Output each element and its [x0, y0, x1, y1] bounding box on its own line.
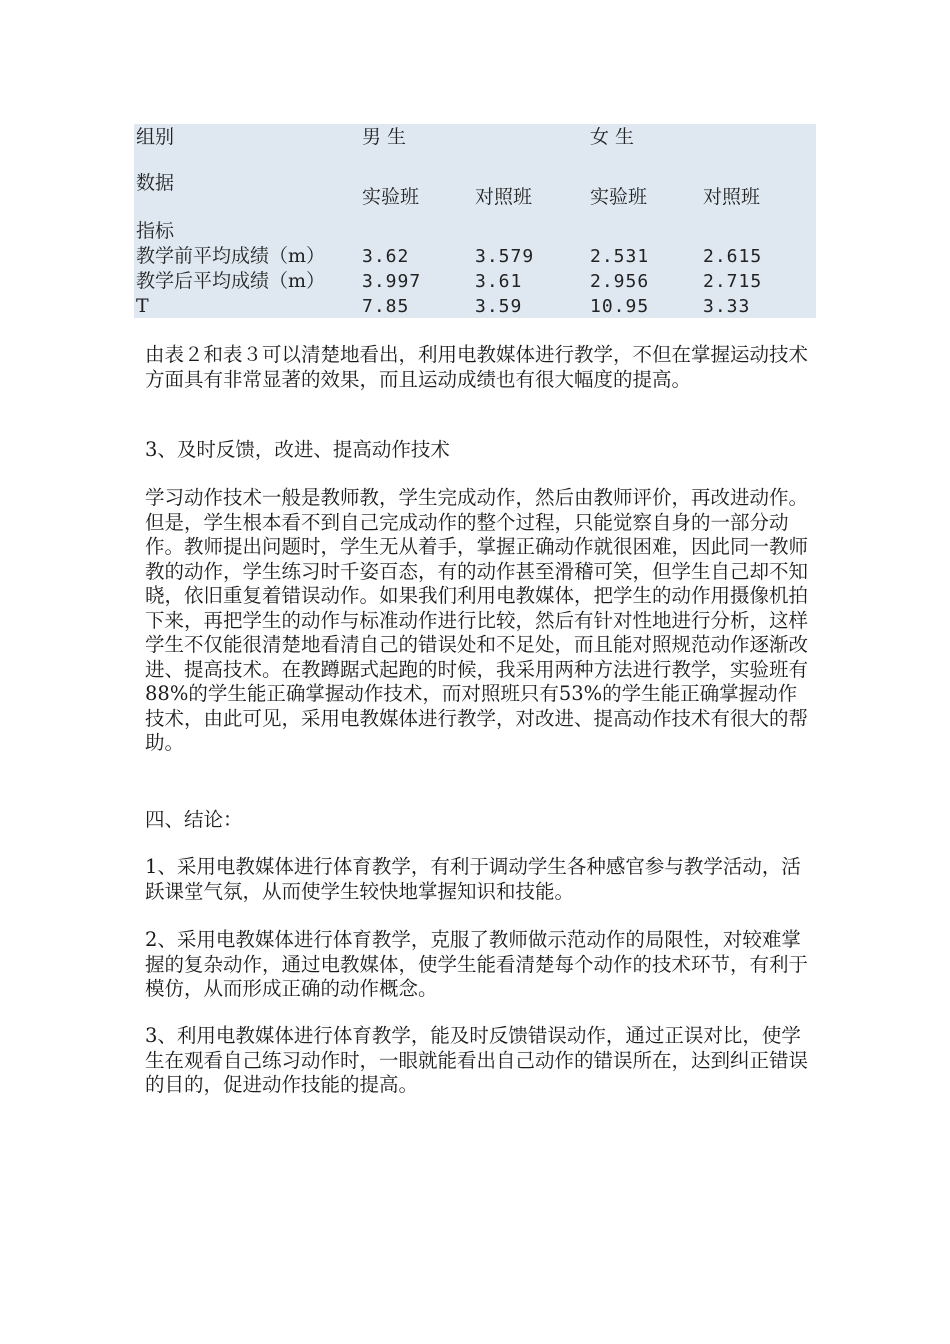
table-row-label: 教学前平均成绩（m）: [136, 245, 326, 267]
table-male-header: 男 生: [362, 126, 407, 148]
paragraph-text: 学习动作技术一般是教师教，学生完成动作，然后由教师评价，再改进动作。但是，学生根本看不到自己完成动作的整个过程，只能觉察自身的一部分动作。教师提出问题时，学生无从着手，掌握正确动作就很困难，因此同一教师教的动作，学生练习时千姿百态，有的动作甚至滑稽可笑，但学生自己却不知晓，依旧重复着错误动作。如果我们利用电教媒体，把学生的动作用摄像机拍下来，再把学生的动作与标准动作进行比较，然后有针对性地进行分析，这样学生不仅能很清楚地看清自己的错误处和不足处，而且能对照规范动作逐渐改进、提高技术。在教蹲踞式起跑的时候，我采用两种方法进行教学，实验班有88%的学生能正确掌握动作技术，而对照班只有53%的学生能正确掌握动作技术，由此可见，采用电教媒体进行教学，对改进、提高动作技术有很大的帮助。: [145, 486, 809, 754]
table-group-label: 组别: [136, 126, 175, 148]
conclusion-item-3: [145, 1024, 815, 1098]
heading-text: 四、结论：: [145, 808, 243, 831]
paragraph-text: 1、采用电教媒体进行体育教学，有利于调动学生各种感官参与教学活动，活跃课堂气氛，从而使学生较快地掌握知识和技能。: [145, 855, 801, 903]
table-cell: 3.33: [703, 296, 751, 317]
table-subcolumn-header: 对照班: [475, 186, 533, 208]
paragraph-text: 3、利用电教媒体进行体育教学，能及时反馈错误动作，通过正误对比，使学生在观看自己练习动作时，一眼就能看出自己动作的错误所在，达到纠正错误的目的，促进动作技能的提高。: [145, 1024, 809, 1096]
table-cell: 3.62: [362, 246, 410, 267]
table-subcolumn-header: 实验班: [362, 186, 420, 208]
table-cell: 2.715: [703, 271, 763, 292]
table-row-label: T: [136, 295, 149, 317]
paragraph-feedback: [145, 486, 815, 756]
paragraph-text: 2、采用电教媒体进行体育教学，克服了教师做示范动作的局限性，对较难掌握的复杂动作，通过电教媒体，使学生能看清楚每个动作的技术环节，有利于模仿，从而形成正确的动作概念。: [145, 928, 809, 1000]
table-index-label: 指标: [136, 220, 175, 242]
table-row-label: 教学后平均成绩（m）: [136, 270, 326, 292]
table-cell: 2.956: [590, 271, 650, 292]
section-heading-conclusion: [145, 808, 815, 833]
section-heading-feedback: [145, 438, 815, 463]
table-cell: 10.95: [590, 296, 650, 317]
table-cell: 3.997: [362, 271, 422, 292]
table-female-header: 女 生: [590, 126, 635, 148]
table-cell: 3.579: [475, 246, 535, 267]
table-subcolumn-header: 实验班: [590, 186, 648, 208]
table-data-label: 数据: [136, 172, 175, 194]
table-cell: 2.615: [703, 246, 763, 267]
heading-text: 3、及时反馈，改进、提高动作技术: [145, 438, 450, 461]
table-cell: 3.59: [475, 296, 523, 317]
table-cell: 2.531: [590, 246, 650, 267]
table-subcolumn-header: 对照班: [703, 186, 761, 208]
paragraph-text: 由表２和表３可以清楚地看出，利用电教媒体进行教学，不但在掌握运动技术方面具有非常显著的效果，而且运动成绩也有很大幅度的提高。: [145, 343, 809, 391]
table-cell: 3.61: [475, 271, 523, 292]
table-cell: 7.85: [362, 296, 410, 317]
results-table: [134, 124, 816, 318]
conclusion-item-1: [145, 855, 815, 904]
paragraph-summary: [145, 343, 815, 392]
conclusion-item-2: [145, 928, 815, 1002]
